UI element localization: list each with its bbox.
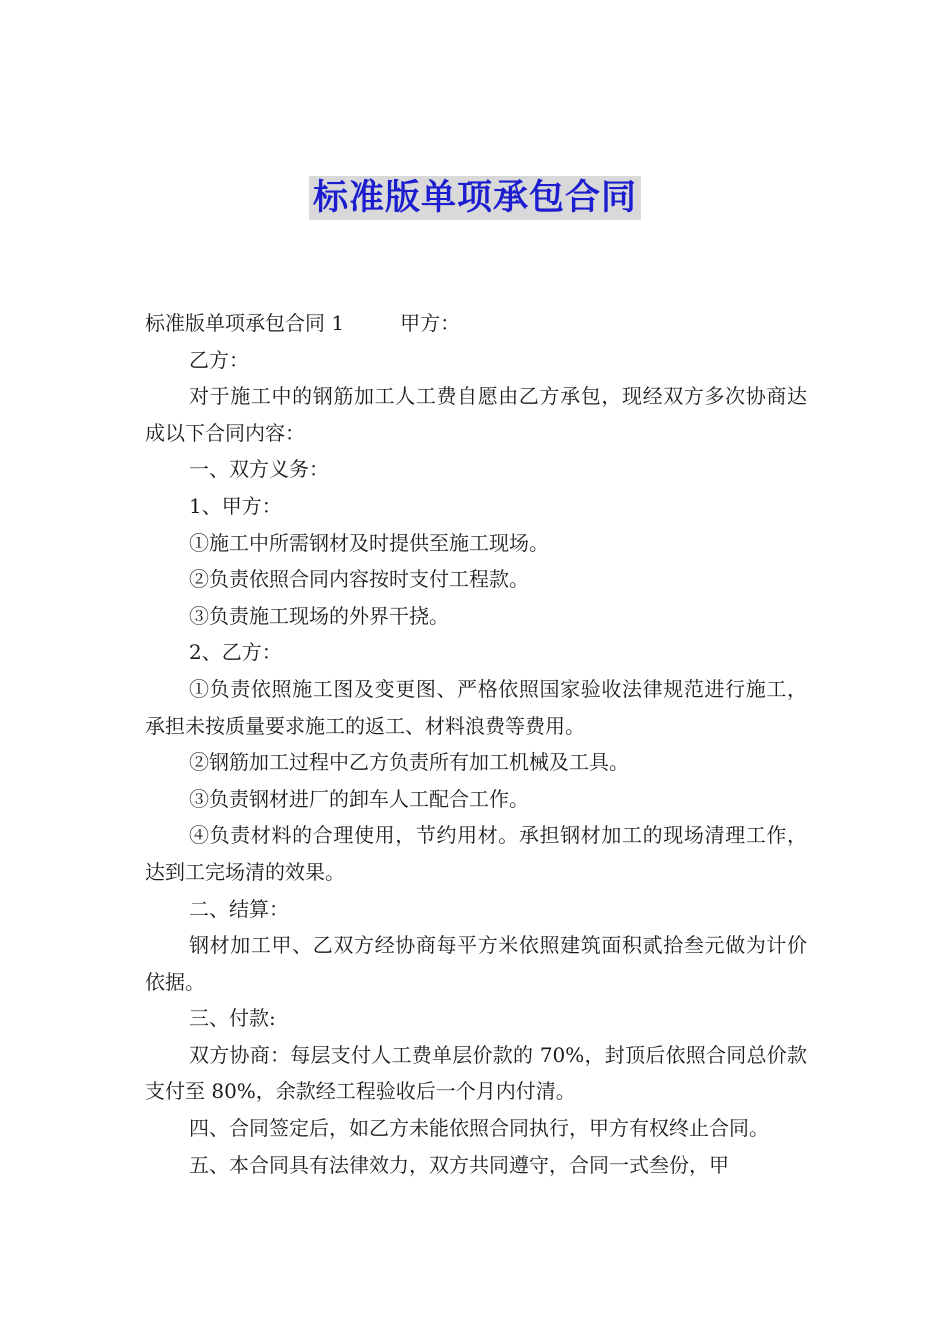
subheading-party-a: 1、甲方：: [189, 493, 282, 518]
list-item: ②负责依照合同内容按时支付工程款。: [189, 567, 529, 592]
list-item: ④负责材料的合理使用，节约用材。承担钢材加工的现场清理工作，达到工完场清的效果。: [145, 823, 807, 884]
party-a-label: 甲方：: [400, 311, 461, 335]
paragraph-legal-effect: 五、本合同具有法律效力，双方共同遵守，合同一式叁份，甲: [189, 1152, 729, 1177]
list-item: ③负责施工现场的外界干挠。: [189, 603, 449, 628]
section-heading-settlement: 二、结算：: [189, 896, 289, 921]
section-heading-obligations: 一、双方义务：: [189, 457, 329, 482]
title-area: [0, 176, 950, 220]
list-item: ①施工中所需钢材及时提供至施工现场。: [189, 530, 549, 555]
paragraph-termination: 四、合同签定后，如乙方未能依照合同执行，甲方有权终止合同。: [189, 1116, 769, 1141]
contract-name: 标准版单项承包合同 1: [145, 311, 345, 335]
document-body: [145, 305, 807, 1183]
paragraph-settlement: 钢材加工甲、乙双方经协商每平方米依照建筑面积贰拾叁元做为计价依据。: [145, 933, 807, 994]
list-item: ②钢筋加工过程中乙方负责所有加工机械及工具。: [189, 750, 629, 775]
list-item: ①负责依照施工图及变更图、严格依照国家验收法律规范进行施工，承担未按质量要求施工的返工、材料浪费等费用。: [145, 676, 807, 738]
document-title: 标准版单项承包合同: [309, 176, 641, 220]
section-heading-payment: 三、付款:: [189, 1006, 276, 1031]
subheading-party-b: 2、乙方：: [189, 640, 282, 665]
paragraph-party-b: 乙方：: [189, 347, 249, 372]
list-item: ③负责钢材进厂的卸车人工配合工作。: [189, 786, 529, 811]
paragraph-intro: 对于施工中的钢筋加工人工费自愿由乙方承包，现经双方多次协商达成以下合同内容：: [145, 384, 807, 445]
heading-line: [145, 305, 807, 342]
paragraph-payment: 双方协商：每层支付人工费单层价款的 70%，封顶后依照合同总价款支付至 80%，余款经工程验收后一个月内付清。: [145, 1042, 807, 1104]
